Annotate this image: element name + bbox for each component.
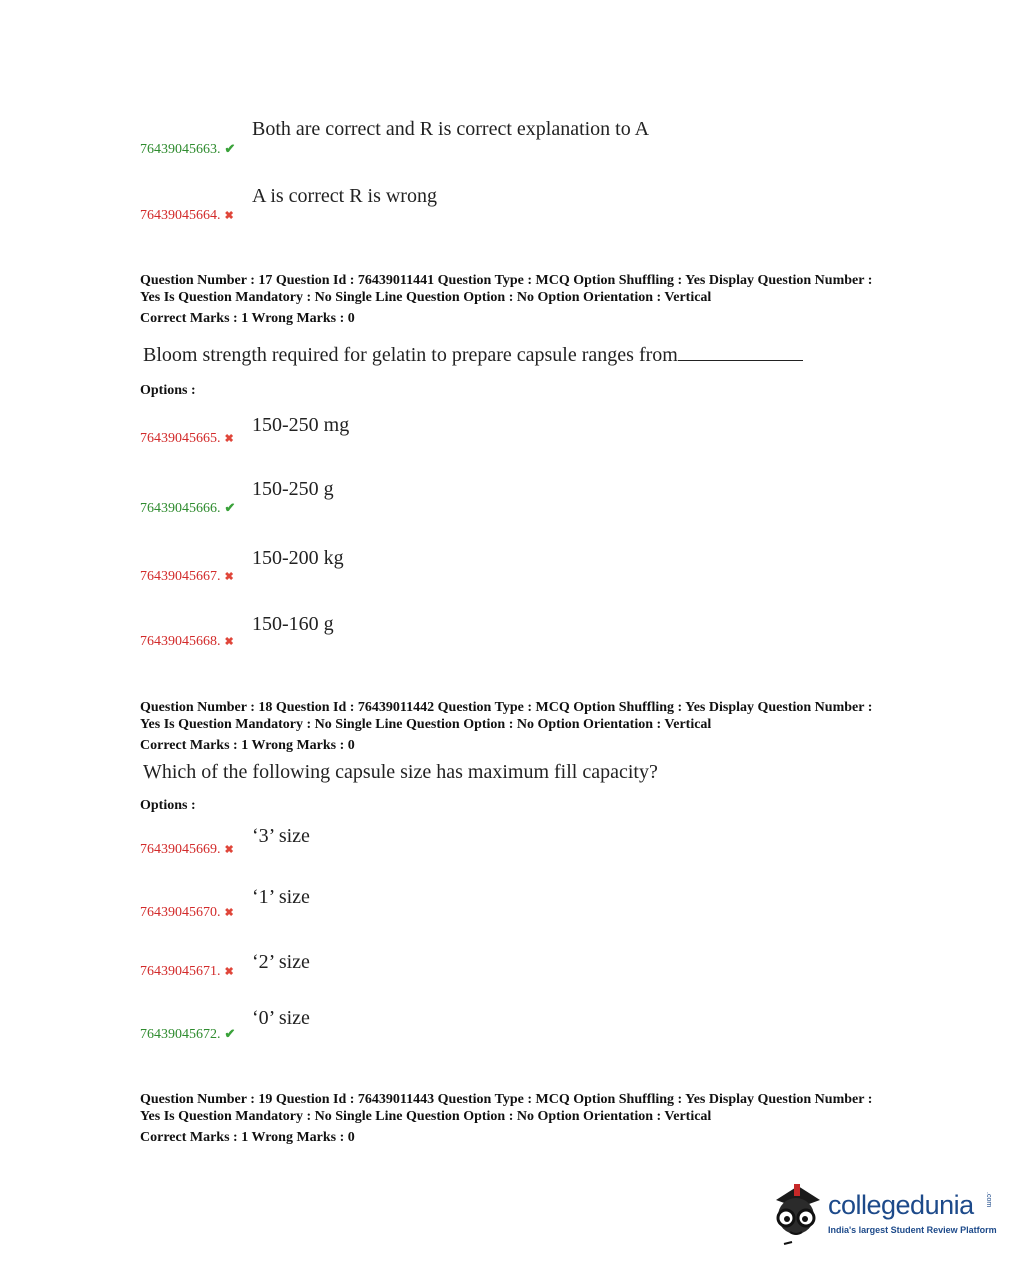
option-text: 150-250 g (252, 478, 334, 500)
option-id: 76439045663. ✔ (140, 141, 236, 157)
cross-icon: ✖ (224, 844, 234, 856)
option-text: Both are correct and R is correct explanation to A (252, 118, 650, 140)
cross-icon: ✖ (224, 210, 234, 222)
option-text: 150-160 g (252, 613, 334, 635)
check-icon: ✔ (224, 500, 236, 515)
option-row (0, 825, 1025, 885)
option-text: ‘0’ size (252, 1007, 310, 1029)
option-text: 150-250 mg (252, 414, 350, 436)
option-text: ‘3’ size (252, 825, 310, 847)
option-text: ‘2’ size (252, 951, 310, 973)
logo-tagline: India's largest Student Review Platform (828, 1225, 997, 1235)
options-label: Options : (140, 383, 196, 398)
answer-blank (678, 342, 803, 361)
question-meta: Question Number : 17 Question Id : 76439011441 Question Type : MCQ Option Shuffling : Yes Display Question Number : Yes Is Question Mandatory : No Single Line Question Option : No Option Orientation : Vertical Correct Marks : 1 Wrong Marks : 0 (140, 272, 880, 327)
check-icon: ✔ (224, 1026, 236, 1041)
option-id: 76439045666. ✔ (140, 500, 236, 516)
cross-icon: ✖ (224, 571, 234, 583)
option-id: 76439045671. ✖ (140, 964, 234, 979)
question-text: Bloom strength required for gelatin to prepare capsule ranges from (143, 342, 803, 367)
cross-icon: ✖ (224, 433, 234, 445)
logo-suffix: .com (985, 1192, 992, 1208)
collegedunia-logo (768, 1178, 998, 1250)
cross-icon: ✖ (224, 966, 234, 978)
question-text: Which of the following capsule size has maximum fill capacity? (143, 761, 658, 783)
option-id: 76439045668. ✖ (140, 634, 234, 649)
option-text: 150-200 kg (252, 547, 344, 569)
option-row (0, 1007, 1025, 1067)
cross-icon: ✖ (224, 907, 234, 919)
mascot-icon (768, 1178, 826, 1250)
check-icon: ✔ (224, 141, 236, 156)
question-marks: Correct Marks : 1 Wrong Marks : 0 (140, 311, 355, 326)
option-row (0, 951, 1025, 1011)
option-row (0, 414, 1025, 474)
option-row (0, 547, 1025, 607)
option-row (0, 185, 1025, 245)
option-id: 76439045672. ✔ (140, 1026, 236, 1042)
option-id: 76439045665. ✖ (140, 431, 234, 446)
question-marks: Correct Marks : 1 Wrong Marks : 0 (140, 1130, 355, 1145)
options-label: Options : (140, 798, 196, 813)
option-row (0, 118, 1025, 178)
option-row (0, 478, 1025, 538)
logo-wordmark: collegedunia (828, 1190, 974, 1220)
option-id: 76439045664. ✖ (140, 208, 234, 223)
option-id: 76439045669. ✖ (140, 842, 234, 857)
option-id: 76439045667. ✖ (140, 569, 234, 584)
option-row (0, 886, 1025, 946)
question-meta: Question Number : 19 Question Id : 76439011443 Question Type : MCQ Option Shuffling : Yes Display Question Number : Yes Is Question Mandatory : No Single Line Question Option : No Option Orientation : Vertical Correct Marks : 1 Wrong Marks : 0 (140, 1091, 880, 1146)
option-text: A is correct R is wrong (252, 185, 437, 207)
cross-icon: ✖ (224, 636, 234, 648)
question-marks: Correct Marks : 1 Wrong Marks : 0 (140, 738, 355, 753)
option-row (0, 613, 1025, 673)
question-meta: Question Number : 18 Question Id : 76439011442 Question Type : MCQ Option Shuffling : Yes Display Question Number : Yes Is Question Mandatory : No Single Line Question Option : No Option Orientation : Vertical Correct Marks : 1 Wrong Marks : 0 (140, 699, 880, 754)
option-id: 76439045670. ✖ (140, 905, 234, 920)
option-text: ‘1’ size (252, 886, 310, 908)
